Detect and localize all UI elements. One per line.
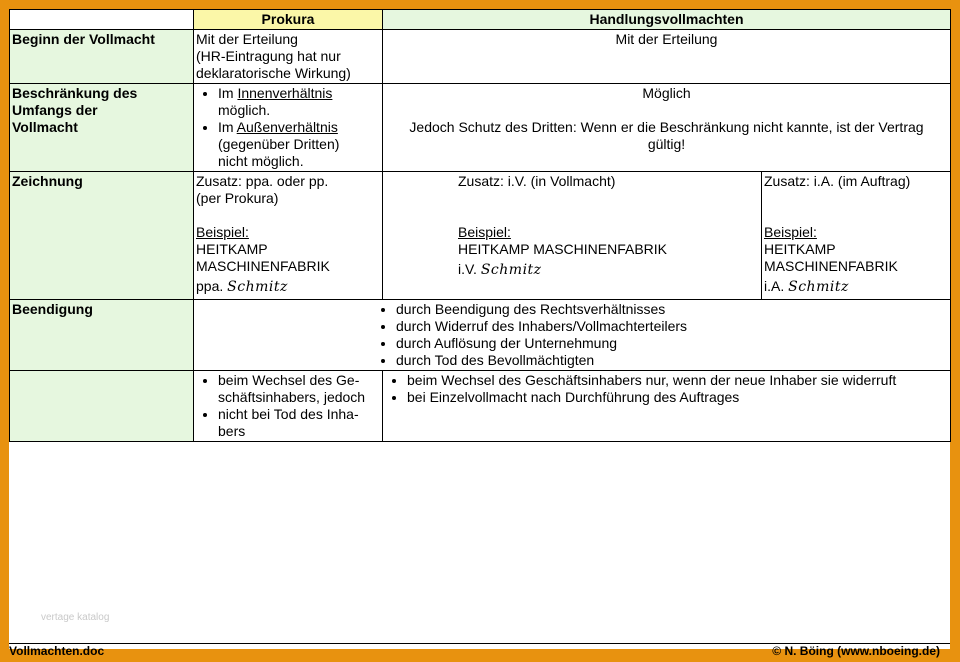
zusatz-text: Zusatz: i.A. (im Auftrag) [764,173,911,189]
signature-line [458,261,759,279]
item-prefix: Im [218,119,237,135]
signature: Schmitz [227,279,288,295]
item-rest: nicht möglich. [218,153,304,169]
signature: Schmitz [788,279,849,295]
hv-beschraenkung [383,84,951,172]
beispiel-label: Beispiel: [458,224,511,240]
vollmacht-table [9,9,951,442]
footer-copyright: © N. Böing (www.nboeing.de) [772,644,940,658]
beispiel-label: Beispiel: [196,224,249,240]
row-beschraenkung [10,84,951,172]
page-footer [9,643,950,656]
list-item: • durch Auflösung der Unternehmung [396,335,948,352]
prokura-beschraenkung-list [196,85,380,170]
signature-prefix: ppa. [196,278,224,294]
zusatz-text: Zusatz: i.V. (in Vollmacht) [458,173,616,189]
underlined-term: Außenverhältnis [236,119,338,135]
beendigung-cell [194,300,951,371]
watermark: vertage katalog [41,612,110,623]
prokura-extra [194,371,383,442]
header-row [10,10,951,30]
row-extra [10,371,951,442]
hv-beschraenkung-text: gültig! [647,136,686,152]
prokura-beschraenkung [194,84,383,172]
beispiel-label: Beispiel: [764,224,817,240]
prokura-beginn-line: Mit der Erteilung [196,31,298,47]
hv-beschraenkung-text: Jedoch Schutz des Dritten: Wenn er die Beschränkung nicht kannte, ist der Vertrag [409,119,924,135]
prokura-beginn [194,30,383,84]
signature-line [196,278,380,296]
company-name: HEITKAMP [764,241,836,257]
list-item [218,119,380,170]
zusatz-text: (per Prokura) [196,190,279,206]
prokura-zeichnung [194,172,383,300]
prokura-beginn-line: deklaratorische Wirkung) [196,65,351,81]
label-zeichnung: Zeichnung [10,172,194,300]
signature-prefix: i.V. [458,261,477,277]
label-beendigung: Beendigung [10,300,194,371]
list-item [218,85,380,119]
item-line: • nicht bei Tod des Inha- [218,406,359,422]
list-item: • bei Einzelvollmacht nach Durchführung des Auftrages [407,389,948,406]
list-item: • durch Beendigung des Rechtsverhältnisses [396,301,948,318]
item-rest: möglich. [218,102,271,118]
list-item: • beim Wechsel des Geschäftsinhabers nur, wenn der neue Inhaber sie widerruft [407,372,948,389]
underlined-term: Innenverhältnis [237,85,333,101]
ia-zeichnung [762,172,951,300]
hv-extra-list [385,372,948,406]
list-item: • durch Tod des Bevollmächtigten [396,352,948,369]
list-item [218,406,380,440]
row-zeichnung [10,172,951,300]
header-prokura: Prokura [194,10,383,30]
iv-zeichnung [383,172,762,300]
label-line: Vollmacht [12,119,78,135]
label-beginn: Beginn der Vollmacht [10,30,194,84]
row-beendigung [10,300,951,371]
row-beginn [10,30,951,84]
signature: Schmitz [480,262,542,278]
item-line: • beim Wechsel des Ge- [218,372,360,388]
prokura-beginn-line: (HR-Eintragung hat nur [196,48,341,64]
zusatz-text: Zusatz: ppa. oder pp. [196,173,329,189]
company-name: HEITKAMP MASCHINENFABRIK [458,241,668,257]
label-line: Beschränkung des [12,85,138,101]
label-extra [10,371,194,442]
hv-extra [383,371,951,442]
item-line: bers [218,423,246,439]
signature-line [764,278,948,296]
footer-filename: Vollmachten.doc [9,644,105,658]
company-name: MASCHINENFABRIK [764,258,898,274]
signature-prefix: i.A. [764,278,785,294]
item-rest: (gegenüber Dritten) [218,136,340,152]
vollmacht-table-wrapper [9,9,950,442]
list-item: • durch Widerruf des Inhabers/Vollmachterteilers [396,318,948,335]
header-empty-cell [10,10,194,30]
document-page [9,9,950,658]
list-item [218,372,380,406]
item-line: schäftsinhabers, jedoch [218,389,366,405]
beendigung-list [374,301,948,369]
item-prefix: Im [218,85,238,101]
label-beschraenkung [10,84,194,172]
prokura-extra-list [196,372,380,440]
company-name: MASCHINENFABRIK [196,258,330,274]
company-name: HEITKAMP [196,241,268,257]
label-line: Umfangs der [12,102,98,118]
hv-beschraenkung-top: Möglich [642,85,691,101]
hv-beginn: Mit der Erteilung [383,30,951,84]
header-handlungsvollmachten: Handlungsvollmachten [383,10,951,30]
